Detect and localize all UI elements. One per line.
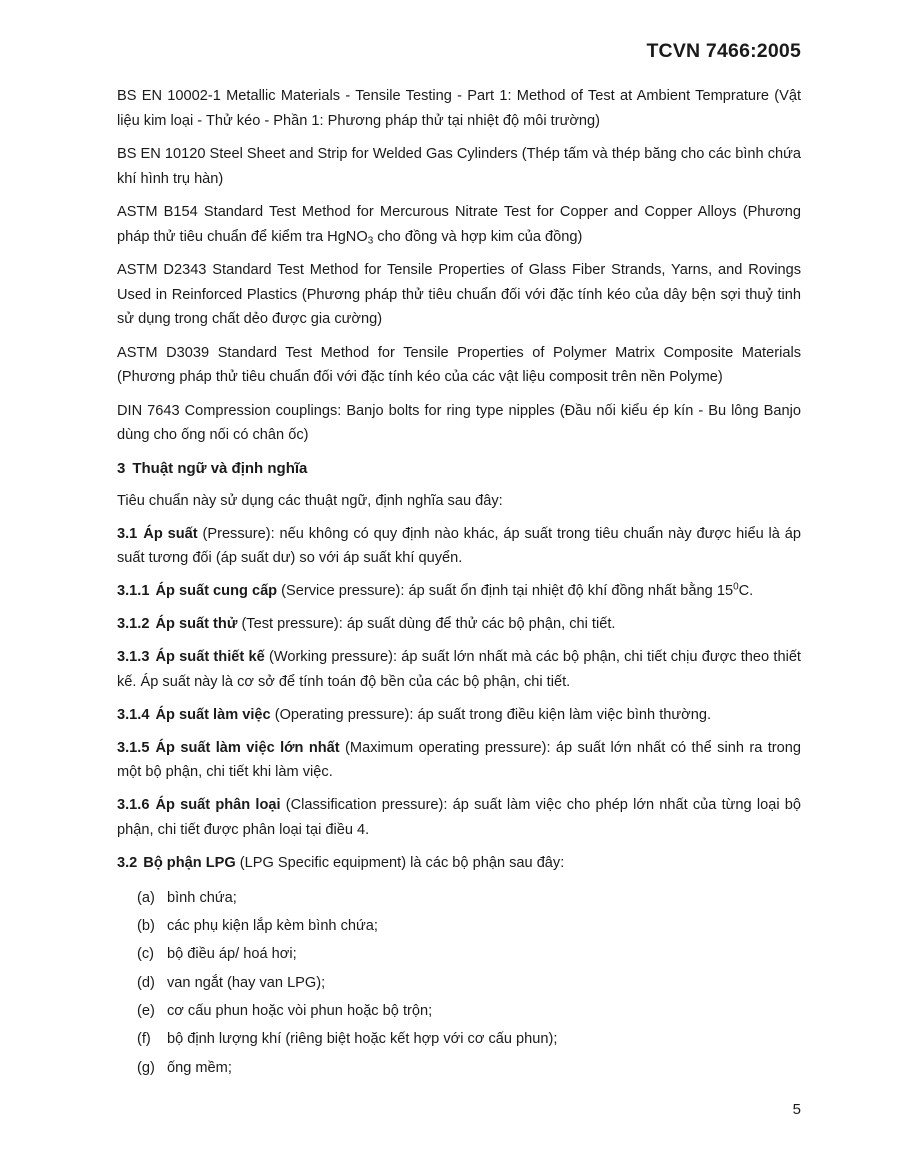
definition-number: 3.1	[117, 525, 138, 542]
section-heading-3	[117, 457, 801, 482]
definition-text: (Test pressure): áp suất dùng để thử các bộ phận, chi tiết.	[237, 616, 616, 632]
definition-term: Áp suất thử	[155, 616, 238, 632]
definition-term: Bộ phận LPG	[143, 854, 236, 871]
list-marker: (b)	[137, 917, 155, 934]
list-marker: (a)	[137, 889, 155, 906]
definition-3-1-2	[117, 612, 801, 637]
list-marker: (g)	[137, 1059, 155, 1076]
definition-3-1-3	[117, 645, 801, 694]
definition-number: 3.1.6	[117, 797, 150, 813]
definition-number: 3.1.2	[117, 616, 150, 632]
list-item-text: bộ điều áp/ hoá hơi;	[167, 946, 297, 963]
reference-astm-b154	[117, 200, 801, 249]
reference-astm-b154-text-end: cho đồng và hợp kim của đồng)	[373, 228, 583, 245]
definition-text: (Classification pressure): áp suất làm việc cho phép lớn nhất của từng loại bộ phận, chi tiết được phân loại tại điều 4.	[117, 797, 801, 838]
page-body	[117, 84, 801, 1082]
reference-din-7643: DIN 7643 Compression couplings: Banjo bolts for ring type nipples (Đầu nối kiểu ép kín - Bu lông Banjo dùng cho ống nối có chân ốc)	[117, 402, 801, 443]
definition-3-1	[117, 522, 801, 571]
definition-text-end: C.	[738, 583, 754, 599]
lpg-equipment-list	[117, 884, 801, 1083]
document-code: TCVN 7466:2005	[646, 40, 801, 62]
definition-term: Áp suất cung cấp	[155, 583, 278, 599]
definition-text: (Working pressure): áp suất lớn nhất mà các bộ phận, chi tiết chịu được theo thiết kế. Áp suất này là cơ sở để tính toán độ bền của các bộ phận, chi tiết.	[117, 649, 801, 690]
definition-term: Áp suất phân loại	[155, 797, 281, 813]
definition-text: (LPG Specific equipment) là các bộ phận sau đây:	[235, 854, 565, 871]
list-item-text: cơ cấu phun hoặc vòi phun hoặc bộ trộn;	[167, 1003, 433, 1020]
definition-3-2	[117, 851, 801, 876]
definition-3-1-6	[117, 793, 801, 842]
definition-number: 3.1.3	[117, 649, 150, 665]
list-item	[137, 884, 801, 912]
list-item-text: các phụ kiện lắp kèm bình chứa;	[167, 917, 378, 934]
reference-astm-b154-text: ASTM B154 Standard Test Method for Mercurous Nitrate Test for Copper and Copper Alloys (Phương pháp thử tiêu chuẩn để kiểm tra HgNO	[117, 204, 801, 245]
reference-astm-d3039: ASTM D3039 Standard Test Method for Tensile Properties of Polymer Matrix Composite Materials (Phương pháp thử tiêu chuẩn đối với đặc tính kéo của các vật liệu composit trên nền Polyme)	[117, 344, 801, 385]
list-item	[137, 997, 801, 1025]
list-marker: (c)	[137, 946, 155, 963]
definition-number: 3.2	[117, 854, 138, 871]
definition-text: (Operating pressure): áp suất trong điều kiện làm việc bình thường.	[270, 706, 712, 723]
reference-astm-d2343: ASTM D2343 Standard Test Method for Tensile Properties of Glass Fiber Strands, Yarns, and Rovings Used in Reinforced Plastics (Phương pháp thử tiêu chuẩn đối với đặc tính kéo của dây bện sợi thuỷ tinh sử dụng trong chất dẻo được gia cường)	[117, 262, 801, 327]
list-item-text: bộ định lượng khí (riêng biệt hoặc kết hợp với cơ cấu phun);	[167, 1031, 558, 1048]
list-item	[137, 912, 801, 940]
section-intro: Tiêu chuẩn này sử dụng các thuật ngữ, định nghĩa sau đây:	[117, 493, 503, 509]
list-marker: (d)	[137, 974, 155, 991]
section-number: 3	[117, 459, 126, 477]
section-title: Thuật ngữ và định nghĩa	[132, 459, 308, 477]
reference-bs-en-10120: BS EN 10120 Steel Sheet and Strip for Welded Gas Cylinders (Thép tấm và thép băng cho các bình chứa khí hình trụ hàn)	[117, 146, 801, 187]
list-item-text: bình chứa;	[167, 889, 237, 906]
definition-term: Áp suất thiết kế	[155, 649, 265, 665]
list-item-text: van ngắt (hay van LPG);	[167, 974, 326, 991]
formula-subscript: 3	[367, 234, 374, 246]
definition-3-1-1	[117, 579, 801, 604]
definition-term: Áp suất làm việc	[155, 706, 271, 723]
reference-bs-en-10002-1: BS EN 10002-1 Metallic Materials - Tensile Testing - Part 1: Method of Test at Ambient Temprature (Vật liệu kim loại - Thử kéo - Phần 1: Phương pháp thử tại nhiệt độ môi trường)	[117, 88, 801, 129]
definition-3-1-5	[117, 736, 801, 785]
definition-text: (Maximum operating pressure): áp suất lớn nhất có thể sinh ra trong một bộ phận, chi tiết khi làm việc.	[117, 739, 802, 780]
list-item	[137, 1025, 801, 1053]
definition-term: Áp suất	[143, 525, 198, 542]
definition-number: 3.1.5	[117, 739, 150, 756]
list-item	[137, 969, 801, 997]
list-item-text: ống mềm;	[167, 1059, 232, 1076]
list-item	[137, 1054, 801, 1082]
degree-superscript: 0	[733, 581, 739, 593]
definition-3-1-4	[117, 703, 801, 728]
definition-number: 3.1.4	[117, 706, 150, 723]
page-number: 5	[792, 1101, 801, 1118]
list-marker: (e)	[137, 1003, 155, 1020]
definition-term: Áp suất làm việc lớn nhất	[155, 739, 340, 756]
list-marker: (f)	[137, 1031, 151, 1048]
definition-text: (Service pressure): áp suất ổn định tại nhiệt độ khí đồng nhất bằng 15	[277, 583, 734, 599]
definition-number: 3.1.1	[117, 583, 150, 599]
list-item	[137, 940, 801, 968]
definition-text: (Pressure): nếu không có quy định nào khác, áp suất trong tiêu chuẩn này được hiểu là áp suất tương đối (áp suất dư) so với áp suất khí quyển.	[117, 525, 801, 566]
